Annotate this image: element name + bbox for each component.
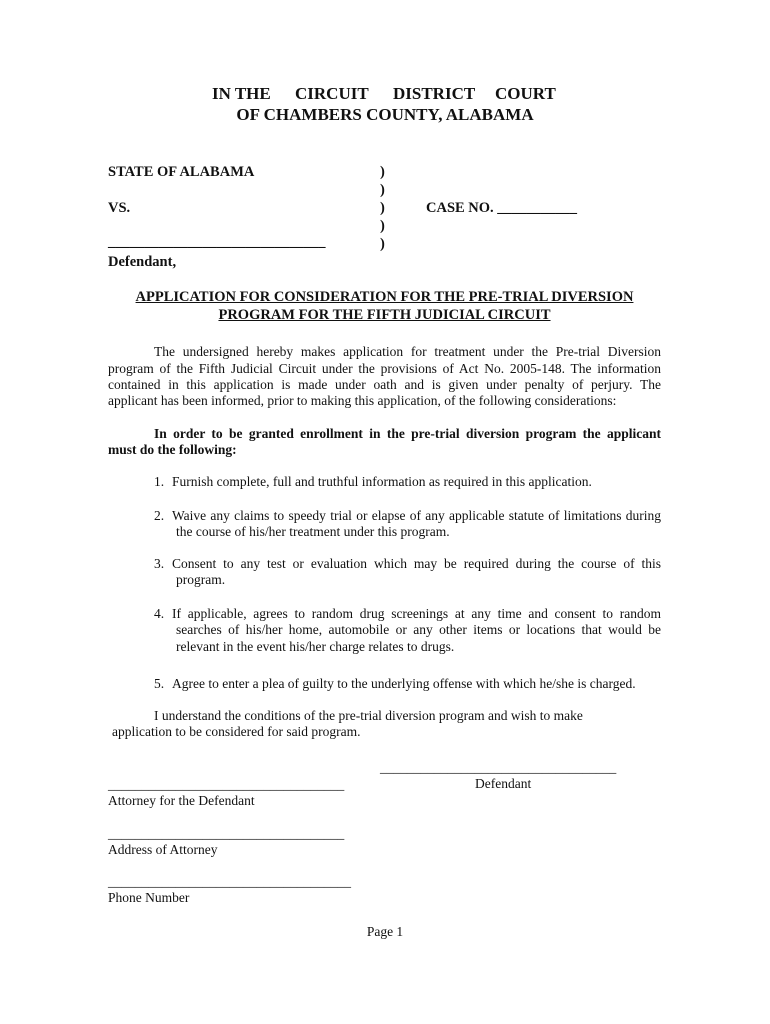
attorney-address-line[interactable]: ___________________________________ [108, 826, 345, 841]
caption-state: STATE OF ALABAMA [108, 164, 255, 180]
attorney-address-label: Address of Attorney [108, 842, 218, 857]
list-item-text: Waive any claims to speedy trial or elapse of any applicable statute of limitations during [172, 508, 661, 523]
list-item-text: searches of his/her home, automobile or any other items or locations that would be [176, 622, 661, 637]
attorney-signature-line[interactable]: ___________________________________ [108, 777, 345, 792]
court-heading-court: COURT [495, 84, 556, 103]
caption-paren: ) [380, 236, 385, 252]
requirement-line2: must do the following: [108, 442, 237, 457]
intro-line3: contained in this application is made under oath and is given under penalty of perjury. The [108, 377, 661, 392]
list-item-text: the course of his/her treatment under this program. [176, 524, 450, 539]
list-item [154, 508, 661, 525]
caption-paren: ) [380, 164, 385, 180]
list-item-text: program. [176, 572, 226, 587]
list-item-text: Consent to any test or evaluation which may be required during the course of this [172, 556, 661, 571]
understand-line2: application to be considered for said program. [112, 724, 361, 739]
defendant-signature-label: Defendant [475, 776, 532, 791]
list-item-number: 3. [154, 556, 165, 571]
understand-line1: I understand the conditions of the pre-trial diversion program and wish to make [154, 708, 583, 723]
requirement-line1: In order to be granted enrollment in the pre-trial diversion program the applicant [154, 426, 661, 441]
caption-vs: VS. [108, 200, 131, 216]
list-item-number: 1. [154, 474, 165, 489]
intro-line2: program of the Fifth Judicial Circuit under the provisions of Act No. 2005-148. The information [108, 361, 661, 376]
list-item-number: 5. [154, 676, 165, 691]
list-item [154, 676, 661, 693]
caption-defendant-line: ______________________________ [108, 234, 326, 250]
intro-line4: applicant has been informed, prior to making this application, of the following considerations: [108, 393, 617, 408]
caption-paren: ) [380, 182, 385, 198]
court-heading-line1 [212, 84, 560, 104]
page-number: Page 1 [366, 924, 404, 939]
court-heading-county: OF CHAMBERS COUNTY, ALABAMA [236, 105, 534, 124]
caption-case-number: CASE NO. ___________ [426, 200, 578, 216]
list-item [154, 556, 661, 573]
caption-paren: ) [380, 200, 385, 216]
defendant-signature-line[interactable]: ___________________________________ [380, 760, 617, 775]
caption-paren: ) [380, 218, 385, 234]
court-heading-district: DISTRICT [393, 84, 476, 103]
document-title-line2: PROGRAM FOR THE FIFTH JUDICIAL CIRCUIT [218, 307, 551, 323]
caption-defendant-label: Defendant, [108, 254, 177, 270]
list-item [154, 606, 661, 623]
list-item-text: relevant in the event his/her charge relates to drugs. [176, 639, 455, 654]
phone-number-label: Phone Number [108, 890, 190, 905]
court-heading-circuit: CIRCUIT [295, 84, 369, 103]
list-item [154, 474, 661, 491]
list-item-text: Furnish complete, full and truthful information as required in this application. [172, 474, 592, 489]
list-item-number: 2. [154, 508, 165, 523]
document-title-line1: APPLICATION FOR CONSIDERATION FOR THE PRE-TRIAL DIVERSION [135, 289, 634, 305]
phone-number-line[interactable]: ____________________________________ [108, 874, 351, 889]
list-item-text: If applicable, agrees to random drug screenings at any time and consent to random [172, 606, 661, 621]
attorney-signature-label: Attorney for the Defendant [108, 793, 255, 808]
court-heading-in-the: IN THE [212, 84, 271, 103]
intro-line1: The undersigned hereby makes application for treatment under the Pre-trial Diversion [154, 344, 661, 359]
list-item-number: 4. [154, 606, 165, 621]
list-item-text: Agree to enter a plea of guilty to the underlying offense with which he/she is charged. [172, 676, 636, 691]
